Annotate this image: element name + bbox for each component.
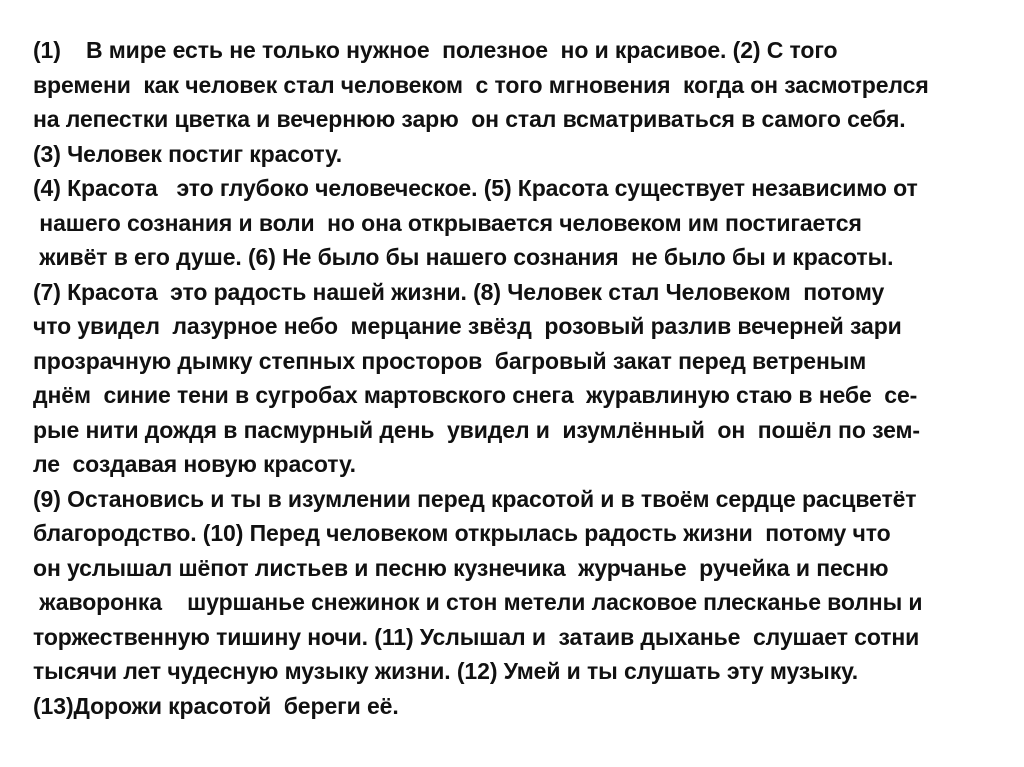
text-line: (9) Остановись и ты в изумлении перед красотой и в твоём сердце расцветёт <box>33 485 917 512</box>
text-line: (3) Человек постиг красоту. <box>33 140 343 167</box>
text-line: на лепестки цветка и вечернюю зарю он стал всматриваться в самого себя. <box>33 106 906 132</box>
text-line: (7) Красота это радость нашей жизни. (8) Человек стал Человеком потому <box>33 278 885 305</box>
text-body <box>33 33 1018 723</box>
text-line: днём синие тени в сугробах мартовского снега журавлиную стаю в небе се- <box>33 382 918 408</box>
text-line: он услышал шёпот листьев и песню кузнечика журчанье ручейка и песню <box>33 554 889 581</box>
text-line: прозрачную дымку степных просторов багровый закат перед ветреным <box>33 347 867 374</box>
text-line: тысячи лет чудесную музыку жизни. (12) Умей и ты слушать эту музыку. <box>33 658 859 684</box>
text-line: (4) Красота это глубоко человеческое. (5) Красота существует независимо от <box>33 175 918 201</box>
text-line: жаворонка шуршанье снежинок и стон метели ласковое плесканье волны и <box>33 589 923 615</box>
text-line: ле создавая новую красоту. <box>33 451 356 477</box>
text-line: рые нити дождя в пасмурный день увидел и изумлённый он пошёл по зем- <box>33 416 920 443</box>
text-line: что увидел лазурное небо мерцание звёзд розовый разлив вечерней зари <box>33 313 902 339</box>
text-line: благородство. (10) Перед человеком открылась радость жизни потому что <box>33 520 891 546</box>
text-line: торжественную тишину ночи. (11) Услышал и затаив дыханье слушает сотни <box>33 623 920 650</box>
text-line: живёт в его душе. (6) Не было бы нашего сознания не было бы и красоты. <box>33 244 894 270</box>
text-line: нашего сознания и воли но она открывается человеком им постигается <box>33 209 862 236</box>
text-line: времени как человек стал человеком с того мгновения когда он засмотрелся <box>33 71 929 98</box>
text-line: (13)Дорожи красотой береги её. <box>33 692 399 719</box>
text-line: (1) В мире есть не только нужное полезное но и красивое. (2) С того <box>33 37 838 63</box>
